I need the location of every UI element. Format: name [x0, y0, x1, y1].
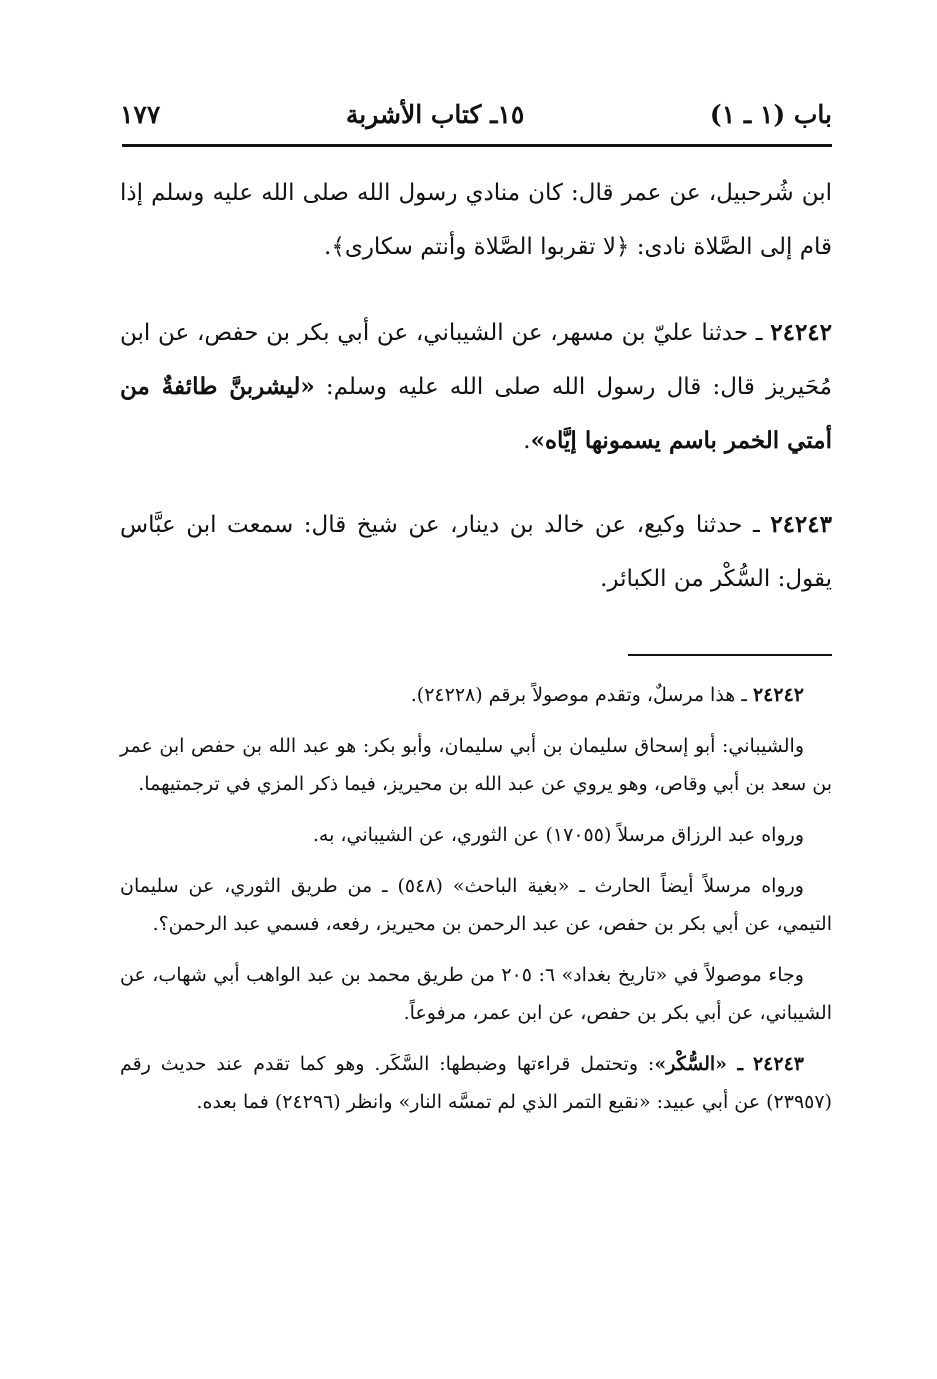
header-divider — [122, 144, 832, 147]
book-title: ١٥ـ كتاب الأشربة — [345, 99, 525, 129]
footnote-divider — [628, 654, 832, 656]
footnotes — [120, 676, 832, 1134]
page-header — [120, 92, 832, 136]
hadith-number: ٢٤٢٤٢ — [770, 319, 833, 346]
hadith-24242 — [120, 306, 832, 468]
footnote-number: ٢٤٢٤٣ — [752, 1053, 804, 1075]
footnote-paragraph: والشيباني: أبو إسحاق سليمان بن أبي سليمان، وأبو بكر: هو عبد الله بن حفص ابن عمر بن سعد بن أبي وقاص، وهو يروي عن عبد الله بن محيريز، فيما ذكر المزي في ترجمتيهما. — [120, 735, 832, 795]
footnote-paragraph: ورواه عبد الرزاق مرسلاً (١٧٠٥٥) عن الثوري، عن الشيباني، به. — [312, 824, 804, 846]
footnote-word: ـ «السُّكْر» — [654, 1053, 744, 1075]
footnote-24243 — [120, 1045, 832, 1121]
hadith-end: . — [523, 428, 531, 454]
hadith-24243 — [120, 498, 832, 606]
main-text — [120, 166, 832, 636]
footnote-24242 — [120, 676, 832, 714]
page-number: ١٧٧ — [120, 99, 161, 129]
footnote-text: : وتحتمل قراءتها وضبطها: السَّكَر. وهو كما تقدم عند حديث رقم (٢٣٩٥٧) عن أبي عبيد: «نقيع التمر الذي لم تمسَّه النار» وانظر (٢٤٢٩٦) فما بعده. — [120, 1053, 832, 1113]
hadith-matn: «ليشربنَّ طائفةٌ من أمتي الخمر باسم يسمونها إيَّاه» — [120, 373, 832, 454]
chapter-label: باب (١ ـ ١) — [709, 99, 832, 129]
footnote-text: ـ هذا مرسلٌ، وتقدم موصولاً برقم (٢٤٢٢٨). — [410, 684, 747, 706]
hadith-chain: ـ حدثنا عليّ بن مسهر، عن الشيباني، عن أبي بكر بن حفص، عن ابن مُحَيريز قال: قال رسول الله صلى الله عليه وسلم: — [120, 320, 832, 400]
continuation-paragraph: ابن شُرحبيل، عن عمر قال: كان منادي رسول الله صلى الله عليه وسلم إذا قام إلى الصَّلاة نادى: ﴿لا تقربوا الصَّلاة وأنتم سكارى﴾. — [120, 180, 832, 260]
footnote-paragraph: ورواه مرسلاً أيضاً الحارث ـ «بغية الباحث» (٥٤٨) ـ من طريق الثوري، عن سليمان التيمي، عن أبي بكر بن حفص، عن عبد الرحمن بن محيريز، رفعه، فسمي عبد الرحمن؟. — [120, 875, 832, 935]
footnote-paragraph: وجاء موصولاً في «تاريخ بغداد» ٦: ٢٠٥ من طريق محمد بن عبد الواهب أبي شهاب، عن الشيباني، عن أبي بكر بن حفص، عن ابن عمر، مرفوعاً. — [120, 964, 832, 1024]
footnote-number: ٢٤٢٤٢ — [752, 684, 804, 706]
hadith-number: ٢٤٢٤٣ — [770, 511, 832, 538]
hadith-text: ـ حدثنا وكيع، عن خالد بن دينار، عن شيخ قال: سمعت ابن عبَّاس يقول: السُّكْر من الكبائر. — [120, 512, 832, 592]
